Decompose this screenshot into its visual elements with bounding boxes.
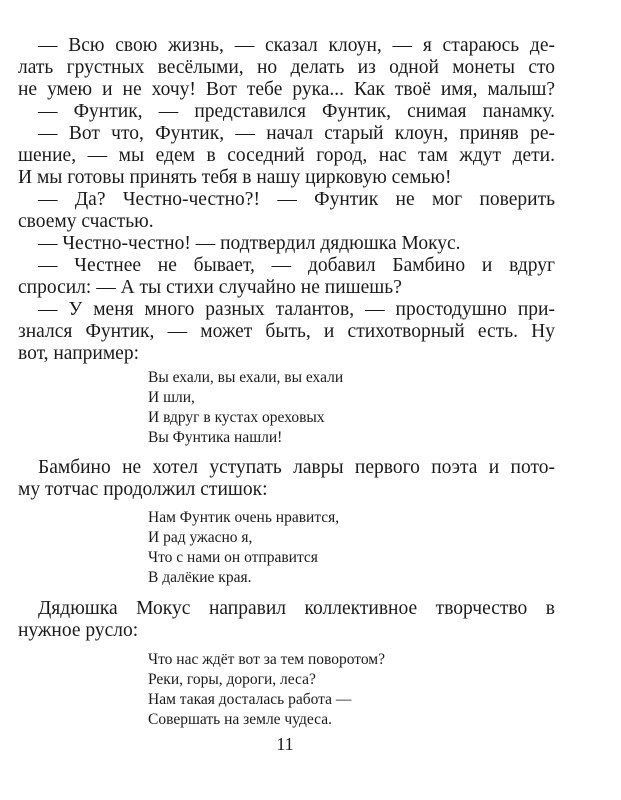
poem-line: В далёкие края. — [148, 569, 252, 586]
text-line: — Всю свою жизнь, — сказал клоун, — я стараюсь де- — [38, 35, 555, 56]
text-line: не умею и не хочу! Вот тебе рука... Как твоё имя, малыш? — [18, 79, 555, 100]
poem-1 — [148, 368, 343, 448]
poem-line: Вы ехали, вы ехали, вы ехали — [148, 369, 344, 386]
text-line: знался Фунтик, — может быть, и стихотворный есть. Ну — [18, 321, 555, 342]
poem-line: Нам такая досталась работа — — [148, 691, 352, 708]
poem-line: И рад ужасно я, — [148, 529, 253, 546]
page-number: 11 — [276, 734, 294, 754]
poem-line: Вы Фунтика нашли! — [148, 429, 283, 446]
dialogue-text — [18, 35, 555, 365]
text-line: Дядюшка Мокус направил коллективное творчество в — [38, 598, 555, 619]
text-line: — Честнее не бывает, — добавил Бамбино и вдруг — [38, 255, 555, 276]
text-line: шение, — мы едем в соседний город, нас там ждут дети. — [18, 145, 555, 166]
poem-line: Что нас ждёт вот за тем поворотом? — [148, 651, 385, 668]
poem-2 — [148, 508, 339, 588]
text-line: лать грустных весёлыми, но делать из одной монеты сто — [18, 57, 555, 78]
paragraph-3 — [18, 598, 555, 642]
poem-line: Реки, горы, дороги, леса? — [148, 671, 316, 688]
text-line: И мы готовы принять тебя в нашу цирковую семью! — [18, 167, 452, 188]
text-line: Бамбино не хотел уступать лавры первого поэта и пото- — [38, 457, 555, 478]
poem-line: И шли, — [148, 389, 195, 406]
poem-3 — [148, 650, 385, 730]
poem-line: Нам Фунтик очень нравится, — [148, 509, 340, 526]
text-line: своему счастью. — [18, 211, 154, 232]
text-line: — У меня много разных талантов, — простодушно при- — [38, 299, 555, 320]
text-line: му тотчас продолжил стишок: — [18, 479, 268, 500]
paragraph-2 — [18, 457, 555, 501]
text-line: — Вот что, Фунтик, — начал старый клоун, приняв ре- — [38, 123, 555, 144]
text-line: нужное русло: — [18, 620, 139, 641]
text-line: — Честно-честно! — подтвердил дядюшка Мокус. — [38, 233, 461, 254]
text-line: — Фунтик, — представился Фунтик, снимая панамку. — [38, 101, 555, 122]
text-line: вот, например: — [18, 343, 139, 364]
text-line: спросил: — А ты стихи случайно не пишешь? — [18, 277, 402, 298]
poem-line: Совершать на земле чудеса. — [148, 711, 332, 728]
text-line: — Да? Честно-честно?! — Фунтик не мог поверить — [38, 189, 555, 210]
poem-line: И вдруг в кустах ореховых — [148, 409, 325, 426]
poem-line: Что с нами он отправится — [148, 549, 318, 566]
